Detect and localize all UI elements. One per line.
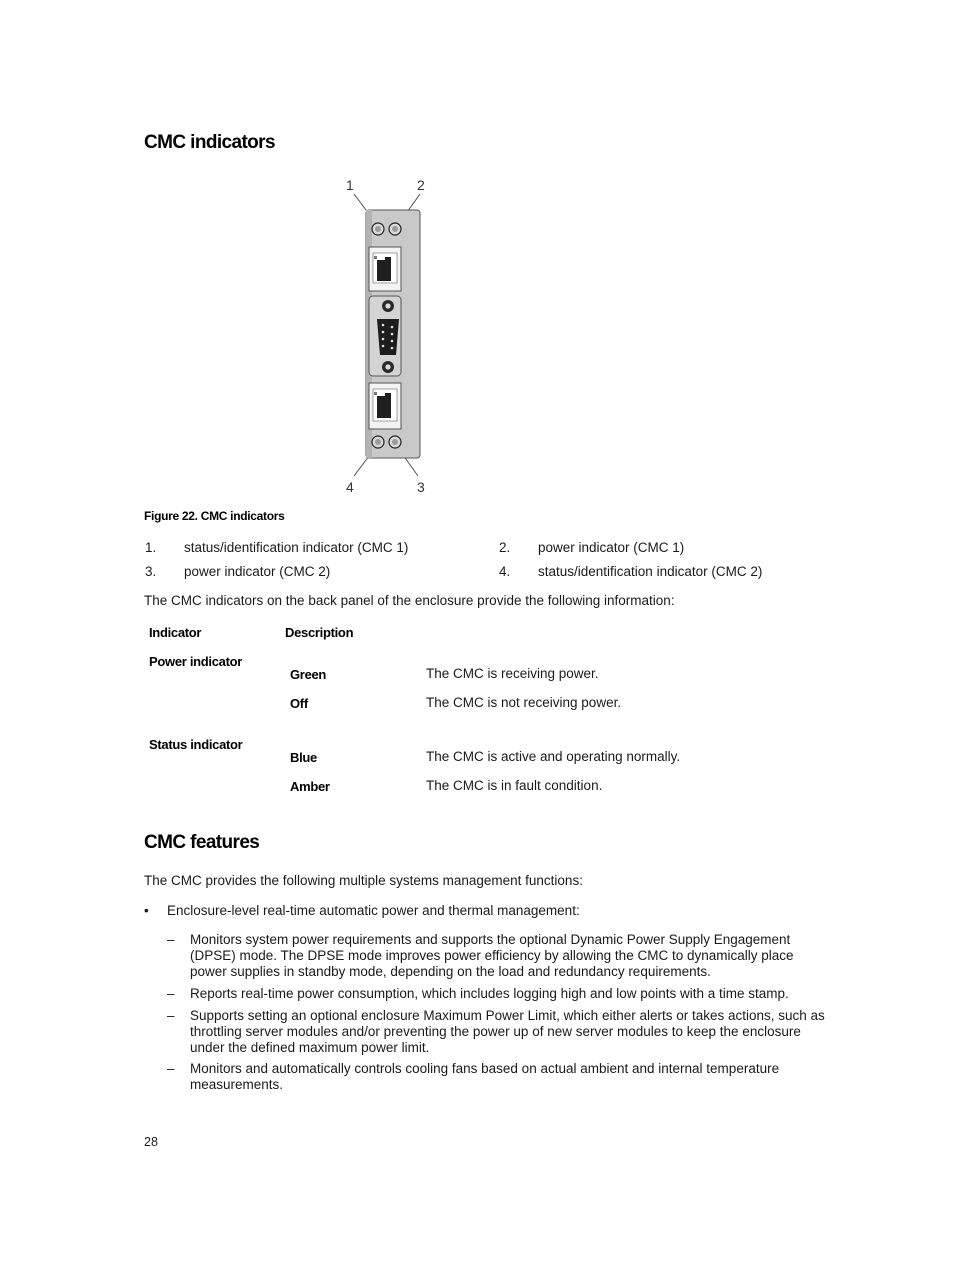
state-green: Green bbox=[290, 667, 327, 682]
section-heading-cmc-features: CMC features bbox=[144, 832, 260, 853]
legend-number-3: 3. bbox=[145, 564, 157, 579]
subitem-cooling-fans: Monitors and automatically controls cooling fans based on actual ambient and internal temperature measurements. bbox=[190, 1061, 780, 1092]
dash-marker-1: – bbox=[167, 932, 175, 947]
callout-3: 3 bbox=[417, 479, 425, 495]
features-intro: The CMC provides the following multiple systems management functions: bbox=[144, 873, 583, 888]
legend-text-1: status/identification indicator (CMC 1) bbox=[184, 540, 409, 555]
page-number: 28 bbox=[144, 1135, 158, 1149]
callout-4: 4 bbox=[346, 479, 354, 495]
cmc-panel-illustration bbox=[330, 170, 440, 500]
legend-text-2: power indicator (CMC 1) bbox=[538, 540, 685, 555]
cmc-panel-figure bbox=[330, 170, 440, 500]
legend-number-2: 2. bbox=[499, 540, 511, 555]
subitem-power-consumption: Reports real-time power consumption, which includes logging high and low points with a time stamp. bbox=[190, 986, 789, 1001]
indicator-name-status: Status indicator bbox=[149, 737, 243, 752]
figure-caption: Figure 22. CMC indicators bbox=[144, 509, 285, 523]
rj45-socket-top bbox=[377, 257, 391, 281]
indicators-intro: The CMC indicators on the back panel of the enclosure provide the following information: bbox=[144, 593, 675, 608]
dash-marker-3: – bbox=[167, 1008, 175, 1023]
section-heading-cmc-indicators: CMC indicators bbox=[144, 132, 275, 153]
state-green-description: The CMC is receiving power. bbox=[426, 666, 599, 681]
db9-connector bbox=[377, 319, 399, 355]
bullet-marker: • bbox=[144, 903, 149, 918]
dash-marker-4: – bbox=[167, 1061, 175, 1076]
legend-number-4: 4. bbox=[499, 564, 511, 579]
bullet-text: Enclosure-level real-time automatic power and thermal management: bbox=[167, 903, 580, 918]
rj45-socket-bottom bbox=[377, 393, 391, 418]
state-blue: Blue bbox=[290, 750, 317, 765]
callout-1: 1 bbox=[346, 177, 354, 193]
legend-text-4: status/identification indicator (CMC 2) bbox=[538, 564, 763, 579]
dash-marker-2: – bbox=[167, 986, 175, 1001]
table-header-description: Description bbox=[285, 625, 354, 640]
state-off-description: The CMC is not receiving power. bbox=[426, 695, 622, 710]
state-blue-description: The CMC is active and operating normally. bbox=[426, 749, 681, 764]
legend-text-3: power indicator (CMC 2) bbox=[184, 564, 331, 579]
indicator-name-power: Power indicator bbox=[149, 654, 243, 669]
state-amber-description: The CMC is in fault condition. bbox=[426, 778, 603, 793]
legend-number-1: 1. bbox=[145, 540, 157, 555]
subitem-dpse: Monitors system power requirements and supports the optional Dynamic Power Supply Engagement (DPSE) mode. The DPSE mode improves power efficiency by allowing the CMC to dynamically place power supplies in standby mode, depending on the load and redundancy requirements. bbox=[190, 932, 794, 979]
table-header-indicator: Indicator bbox=[149, 625, 202, 640]
callout-2: 2 bbox=[417, 177, 425, 193]
state-off: Off bbox=[290, 696, 308, 711]
subitem-max-power-limit: Supports setting an optional enclosure Maximum Power Limit, which either alerts or takes actions, such as throttling server modules and/or preventing the power up of new server modules to keep the enclosure under the defined maximum power limit. bbox=[190, 1008, 825, 1055]
state-amber: Amber bbox=[290, 779, 330, 794]
